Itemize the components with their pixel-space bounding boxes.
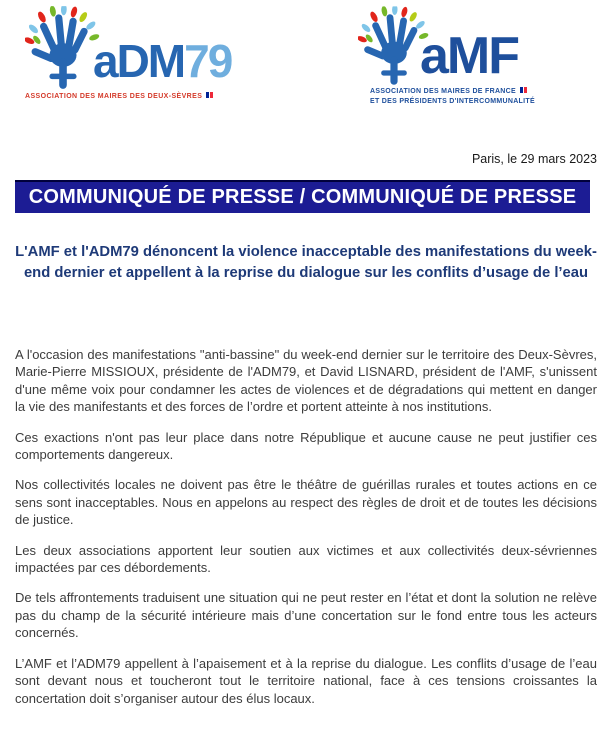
paragraph-1: A l'occasion des manifestations "anti-bassine" du week-end dernier sur le territoire des Deux-Sèvres, Marie-Pierre MISSIOUX, présidente de l'ADM79, et David LISNARD, président de l'AMF, s'unissent d'une même voix pour condamner les actes de violences et de dégradations qui mettent en danger la vie des manifestants et des forces de l’ordre et portent atteinte à nos institutions. (15, 347, 597, 415)
adm79-wordmark-main: aDM (93, 35, 185, 87)
banner-text: COMMUNIQUÉ DE PRESSE / COMMUNIQUÉ DE PRESSE (28, 186, 577, 208)
body-text (15, 346, 597, 720)
french-flag-icon (519, 87, 527, 97)
amf-tagline-line1-text: ASSOCIATION DES MAIRES DE FRANCE (370, 88, 516, 95)
amf-logo (358, 6, 533, 104)
press-release-banner (15, 180, 590, 213)
amf-tagline-line2: ET DES PRÉSIDENTS D'INTERCOMMUNALITÉ (370, 97, 535, 105)
paragraph-6: L’AMF et l’ADM79 appellent à l’apaisement et à la reprise du dialogue. Les conflits d’usage de l’eau sont devant nous et toucheront tout le territoire national, face à ces tensions croissantes la concertation doit s’organiser autour des élus locaux. (15, 655, 597, 706)
paragraph-2: Ces exactions n'ont pas leur place dans notre République et aucune cause ne peut justifier ces comportements dangereux. (15, 429, 597, 463)
paragraph-3: Nos collectivités locales ne doivent pas être le théâtre de guérillas rurales et toutes actions en ce sens sont inacceptables. Nous en appelons au respect des règles de droit et de toutes les décisions de justice. (15, 477, 597, 528)
dateline: Paris, le 29 mars 2023 (471, 152, 597, 166)
paragraph-5: De tels affrontements traduisent une situation qui ne peut rester en l’état et dont la solution ne relève pas du champ de la sécurité intérieure mais d’une concertation sur le fond entre tous les acteurs concernés. (15, 590, 597, 641)
adm79-logo (25, 6, 253, 102)
document-title: L'AMF et l'ADM79 dénoncent la violence inacceptable des manifestations du week-end dernier et appellent à la reprise du dialogue sur les conflits d’usage de l’eau (15, 244, 597, 281)
adm79-wordmark (93, 35, 232, 87)
amf-tagline-line1 (370, 87, 533, 97)
adm79-wordmark-number: 79 (184, 35, 232, 87)
amf-wordmark: aMF (420, 27, 518, 85)
adm79-tagline (25, 92, 253, 100)
amf-tagline (370, 87, 533, 106)
adm79-hand-tree-icon (25, 6, 101, 94)
paragraph-4: Les deux associations apportent leur soutien aux victimes et aux collectivités deux-sévriennes impactées par ces débordements. (15, 542, 597, 576)
adm79-tagline-text: ASSOCIATION DES MAIRES DES DEUX-SÈVRES (25, 93, 203, 100)
french-flag-icon (205, 92, 213, 100)
